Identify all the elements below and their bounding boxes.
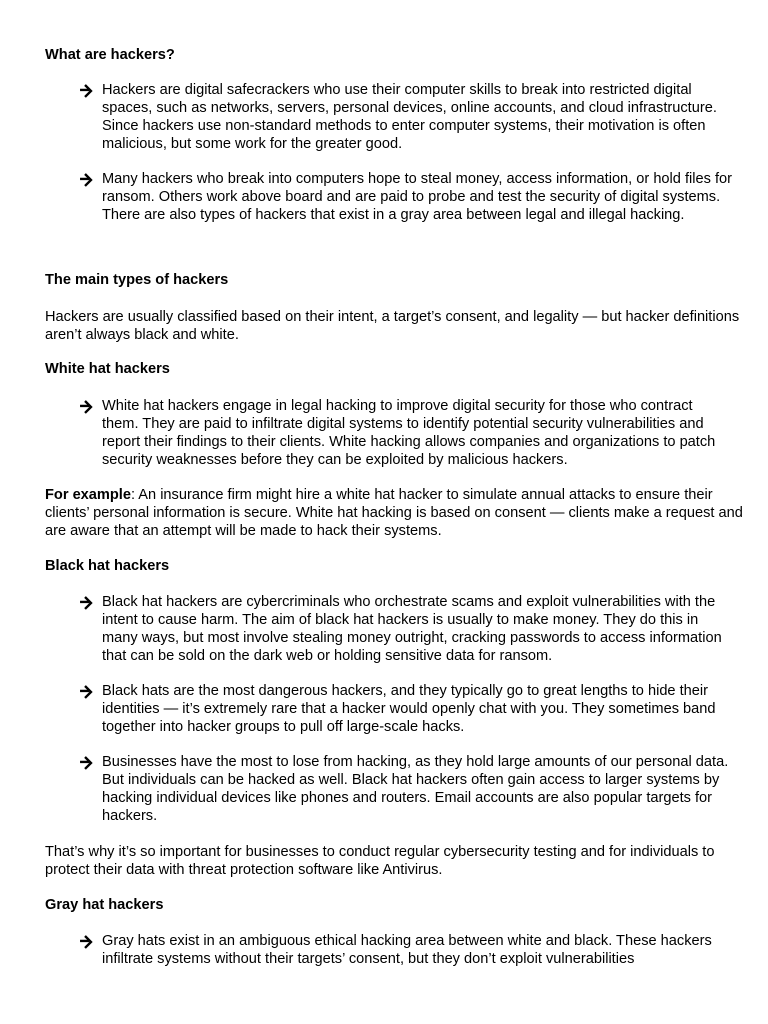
heading-black-hat: Black hat hackers — [45, 558, 170, 574]
bullet-text: Gray hats exist in an ambiguous ethical hacking area between white and black. These hackers infiltrate systems without their targets’ consent, but they don’t exploit vulnerabilities — [102, 933, 712, 967]
example-paragraph — [45, 487, 745, 541]
heading-what-are-hackers: What are hackers? — [45, 47, 175, 63]
list-item — [79, 933, 739, 969]
right-arrow-icon — [79, 171, 95, 189]
list-item — [79, 82, 739, 154]
bullet-text: Hackers are digital safecrackers who use their computer skills to break into restricted digital spaces, such as networks, servers, personal devices, online accounts, and cloud infrastructure. Since hackers use non-standard methods to enter computer systems, their motivation is often malicious, but some work for the greater good. — [102, 82, 717, 152]
heading-main-types: The main types of hackers — [45, 272, 229, 288]
bullet-text: Businesses have the most to lose from hacking, as they hold large amounts of our personal data. But individuals can be hacked as well. Black hat hackers often gain access to larger systems by hacking individual devices like phones and routers. Email accounts are also popular targets for hackers. — [102, 754, 729, 824]
closing-paragraph: That’s why it’s so important for businesses to conduct regular cybersecurity testing and for individuals to protect their data with threat protection software like Antivirus. — [45, 844, 715, 878]
example-label: For example — [45, 487, 131, 503]
bullet-text: White hat hackers engage in legal hacking to improve digital security for those who contract them. They are paid to infiltrate digital systems to identify potential security vulnerabilities and report their findings to their clients. White hacking allows companies and organizations to patch security weaknesses before they can be exploited by malicious hackers. — [102, 398, 716, 468]
heading-white-hat: White hat hackers — [45, 361, 170, 377]
heading-gray-hat: Gray hat hackers — [45, 897, 164, 913]
bullet-text: Black hat hackers are cybercriminals who orchestrate scams and exploit vulnerabilities with the intent to cause harm. The aim of black hat hackers is usually to make money. They do this in many ways, but most involve stealing money outright, cracking passwords to access information that can be sold on the dark web or holding sensitive data for ransom. — [102, 594, 722, 664]
example-text: : An insurance firm might hire a white hat hacker to simulate annual attacks to ensure their clients’ personal information is secure. White hat hacking is based on consent — clients make a request and are aware that an attempt will be made to hack their systems. — [45, 487, 743, 539]
intro-paragraph: Hackers are usually classified based on their intent, a target’s consent, and legality — but hacker definitions aren’t always black and white. — [45, 309, 740, 343]
right-arrow-icon — [79, 82, 95, 100]
bullet-text: Many hackers who break into computers hope to steal money, access information, or hold files for ransom. Others work above board and are paid to probe and test the security of digital systems. There are also types of hackers that exist in a gray area between legal and illegal hacking. — [102, 171, 732, 223]
right-arrow-icon — [79, 398, 95, 416]
list-item — [79, 594, 739, 666]
bullet-text: Black hats are the most dangerous hackers, and they typically go to great lengths to hide their identities — it’s extremely rare that a hacker would openly chat with you. They sometimes band together into hacker groups to pull off large-scale hacks. — [102, 683, 716, 735]
list-item — [79, 398, 739, 470]
list-item — [79, 754, 739, 826]
right-arrow-icon — [79, 683, 95, 701]
right-arrow-icon — [79, 594, 95, 612]
list-item — [79, 171, 739, 225]
right-arrow-icon — [79, 933, 95, 951]
right-arrow-icon — [79, 754, 95, 772]
list-item — [79, 683, 739, 737]
